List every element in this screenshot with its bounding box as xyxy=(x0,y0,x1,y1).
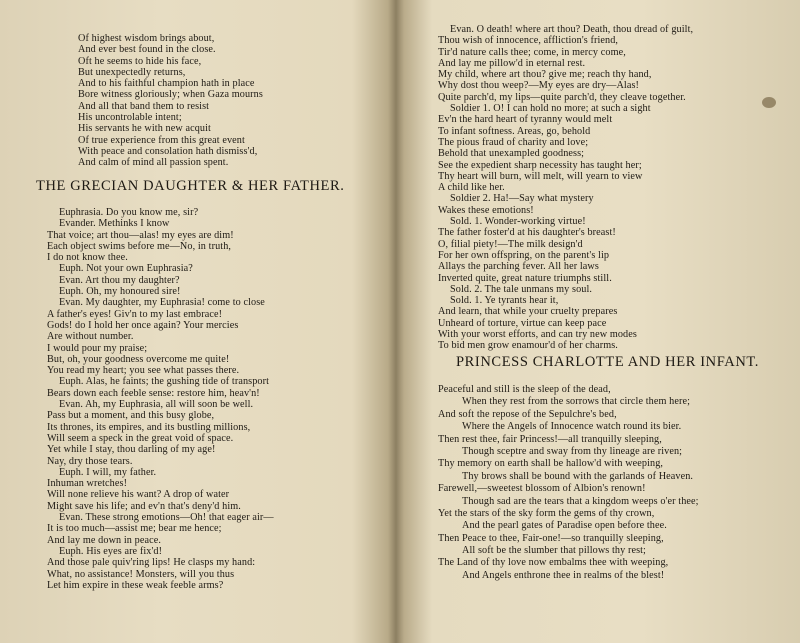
text-line: I would pour my praise; xyxy=(47,342,148,354)
text-line: Quite parch'd, my lips—quite parch'd, they cleave together. xyxy=(438,91,686,103)
text-line: His servants he with new acquit xyxy=(78,123,211,135)
text-line: When they rest from the sorrows that circle them here; xyxy=(462,396,691,408)
text-line: Allays the parching fever. All her laws xyxy=(438,261,599,273)
text-line: With your worst efforts, and can try new modes xyxy=(438,329,637,341)
text-line: Soldier 1. O! I can hold no more; at such a sight xyxy=(450,103,651,115)
text-line: Are without number. xyxy=(47,331,134,343)
text-line: And ever best found in the close. xyxy=(78,44,216,56)
text-line: Gods! do I hold her once again? Your mercies xyxy=(47,319,239,331)
text-line: Euphrasia. Do you know me, sir? xyxy=(59,207,199,218)
text-line: Farewell,—sweetest blossom of Albion's renown! xyxy=(438,483,646,495)
text-line: Evan. Art thou my daughter? xyxy=(59,274,180,286)
text-line: And soft the repose of the Sepulchre's bed, xyxy=(438,408,617,420)
milton-verse-ending xyxy=(78,33,263,169)
text-line: Evan. Ah, my Euphrasia, all will soon be well. xyxy=(59,399,254,411)
text-line: Thy memory on earth shall be hallow'd with weeping, xyxy=(438,458,664,470)
text-line: Evan. These strong emotions—Oh! that eager air— xyxy=(59,512,274,524)
text-line: But, oh, your goodness overcome me quite! xyxy=(47,353,230,365)
princess-charlotte-poem xyxy=(438,384,699,582)
text-line: Tir'd nature calls thee; come, in mercy come, xyxy=(438,46,626,58)
text-line: For her own offspring, on the parent's lip xyxy=(438,249,610,261)
text-line: And the pearl gates of Paradise open before thee. xyxy=(462,520,667,532)
text-line: Thy brows shall be bound with the garlands of Heaven. xyxy=(462,470,694,482)
text-line: It is too much—assist me; bear me hence; xyxy=(47,523,222,535)
text-line: I do not know thee. xyxy=(47,252,128,264)
text-line: Where the Angels of Innocence watch round its bier. xyxy=(462,421,682,433)
text-line: Then rest thee, fair Princess!—all tranquilly sleeping, xyxy=(438,433,662,445)
text-line: Will none relieve his want? A drop of water xyxy=(47,489,230,501)
text-line: Let him expire in these weak feeble arms? xyxy=(47,579,224,591)
grecian-daughter-dialogue-continued xyxy=(438,24,693,352)
text-line: Though sceptre and sway from thy lineage are riven; xyxy=(462,445,683,457)
text-line: Might save his life; and ev'n that's deny'd him. xyxy=(47,500,241,512)
text-line: That voice; art thou—alas! my eyes are dim! xyxy=(47,229,234,241)
text-line: And lay me down in peace. xyxy=(47,534,161,546)
text-line: Oft he seems to hide his face, xyxy=(78,55,202,67)
text-line: But unexpectedly returns, xyxy=(78,66,186,78)
text-line: O, filial piety!—The milk design'd xyxy=(438,238,583,250)
grecian-daughter-dialogue xyxy=(47,207,274,591)
text-line: Inhuman wretches! xyxy=(47,478,128,490)
text-line: All soft be the slumber that pillows thy rest; xyxy=(462,545,646,557)
section-heading-princess-charlotte: PRINCESS CHARLOTTE AND HER INFANT. xyxy=(456,354,760,370)
text-line: Then Peace to thee, Fair-one!—so tranquilly sleeping, xyxy=(438,532,664,544)
text-line: Pass but a moment, and this busy globe, xyxy=(47,410,215,422)
text-line: Euph. I will, my father. xyxy=(59,466,157,478)
text-line: See the expedient sharp necessity has taught her; xyxy=(438,159,642,171)
text-line: Yet the stars of the sky form the gems of thy crown, xyxy=(438,507,655,519)
text-line: Thy heart will burn, will melt, will yearn to view xyxy=(438,170,643,182)
text-line: Bore witness gloriously; when Gaza mourns xyxy=(78,89,263,101)
text-line: The Land of thy love now embalms thee with weeping, xyxy=(438,557,669,569)
text-line: To infant softness. Areas, go, behold xyxy=(438,125,591,137)
text-line: Wakes these emotions! xyxy=(438,204,534,216)
text-line: Yet while I stay, thou darling of my age! xyxy=(47,444,216,456)
text-line: Peaceful and still is the sleep of the dead, xyxy=(438,384,611,395)
text-line: My child, where art thou? give me; reach thy hand, xyxy=(438,69,652,81)
text-line: Euph. Not your own Euphrasia? xyxy=(59,263,193,275)
text-line: And calm of mind all passion spent. xyxy=(78,157,229,169)
section-heading-grecian-daughter: THE GRECIAN DAUGHTER & HER FATHER. xyxy=(36,178,345,194)
text-line: The pious fraud of charity and love; xyxy=(438,136,589,148)
text-line: And Angels enthrone thee in realms of the blest! xyxy=(462,569,665,581)
text-line: Sold. 1. Ye tyrants hear it, xyxy=(450,295,559,307)
text-line: Will seem a speck in the great void of space. xyxy=(47,432,234,444)
text-line: Soldier 2. Ha!—Say what mystery xyxy=(450,193,594,205)
text-line: Sold. 1. Wonder-working virtue! xyxy=(450,216,586,228)
right-page xyxy=(402,0,800,643)
text-line: And all that band them to resist xyxy=(78,100,210,112)
left-page xyxy=(0,0,388,643)
text-line: And those pale quiv'ring lips! He clasps my hand: xyxy=(47,557,256,569)
text-line: With peace and consolation hath dismiss'd, xyxy=(78,145,258,157)
text-line: Why dost thou weep?—My eyes are dry—Alas! xyxy=(438,80,640,92)
text-line: Of true experience from this great event xyxy=(78,134,245,146)
text-line: The father foster'd at his daughter's breast! xyxy=(438,227,616,239)
text-line: Evan. O death! where art thou? Death, thou dread of guilt, xyxy=(450,24,694,35)
text-line: Each object swims before me—No, in truth, xyxy=(47,240,232,252)
text-line: And lay me pillow'd in eternal rest. xyxy=(438,57,586,69)
text-line: Evan. My daughter, my Euphrasia! come to close xyxy=(59,297,265,309)
text-line: Ev'n the hard heart of tyranny would melt xyxy=(438,114,613,126)
text-line: Though sad are the tears that a kingdom weeps o'er thee; xyxy=(462,495,699,507)
text-line: To bid men grow enamour'd of her charms. xyxy=(438,340,618,352)
text-line: Behold that unexampled goodness; xyxy=(438,148,585,160)
text-line: Euph. His eyes are fix'd! xyxy=(59,545,163,557)
text-line: Of highest wisdom brings about, xyxy=(78,33,215,44)
text-line: Sold. 2. The tale unmans my soul. xyxy=(450,283,593,295)
text-line: Nay, dry those tears. xyxy=(47,455,133,467)
text-line: Bears down each feeble sense: restore him, heav'n! xyxy=(47,387,260,399)
text-line: Unheard of torture, virtue can keep pace xyxy=(438,317,607,329)
text-line: Thou wish of innocence, affliction's friend, xyxy=(438,35,619,47)
text-line: A father's eyes! Giv'n to my last embrace! xyxy=(47,308,223,320)
text-line: What, no assistance! Monsters, will you thus xyxy=(47,568,235,580)
paper-stain xyxy=(762,97,776,108)
text-line: Euph. Oh, my honoured sire! xyxy=(59,286,181,298)
text-line: Inverted quite, great nature triumphs still. xyxy=(438,272,612,284)
text-line: You read my heart; you see what passes there. xyxy=(47,365,240,377)
text-line: Euph. Alas, he faints; the gushing tide of transport xyxy=(59,376,270,388)
text-line: His uncontrolable intent; xyxy=(78,112,182,124)
text-line: A child like her. xyxy=(438,182,505,194)
text-line: Evander. Methinks I know xyxy=(59,218,170,230)
text-line: Its thrones, its empires, and its bustling millions, xyxy=(47,421,251,433)
text-line: And learn, that while your cruelty prepares xyxy=(438,306,618,318)
text-line: And to his faithful champion hath in place xyxy=(78,78,255,90)
